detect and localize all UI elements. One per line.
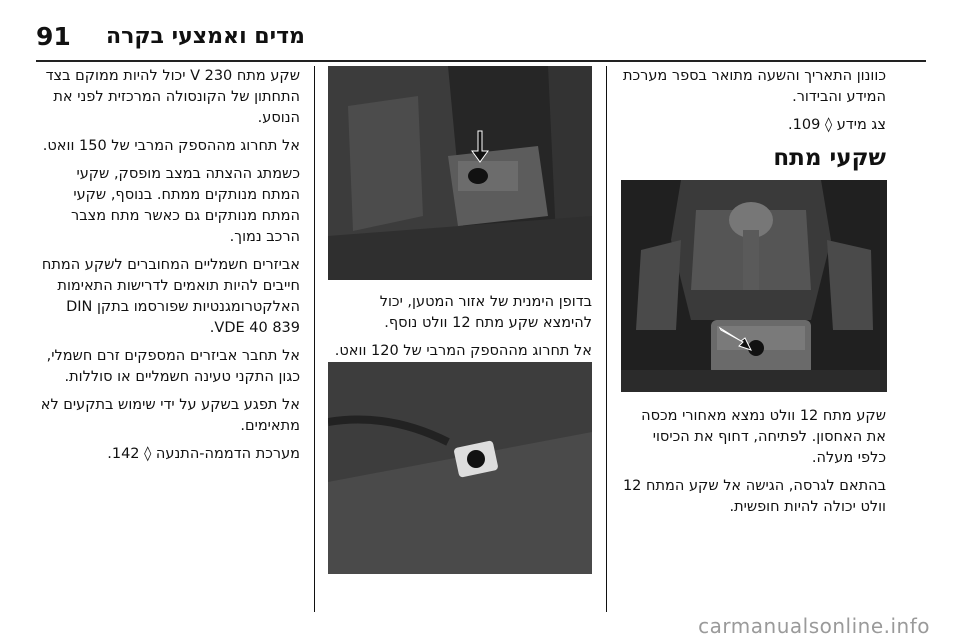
- paragraph: אל תחרוג מההספק המרבי של 150 וואט.: [42, 138, 300, 154]
- header-rule: [36, 60, 926, 62]
- left-column: [36, 66, 300, 472]
- page-number: 91: [36, 22, 71, 51]
- column-divider-left: [314, 66, 315, 612]
- paragraph: אל תפגע בשקע על ידי שימוש בתקעים לא מתאימים.: [40, 397, 300, 434]
- paragraph: אל תחבר אביזרים המספקים זרם חשמלי, כגון התקני טעינה חשמליים או סוללות.: [46, 348, 300, 385]
- caption-max-power-120: אל תחרוג מההספק המרבי של 120 וואט.: [334, 343, 592, 359]
- caption-access: בהתאם לגרסה, הגישה אל שקע המתח 12 וולט יכולה להיות חופשית.: [622, 478, 886, 515]
- page-header: [0, 0, 960, 64]
- paragraph: שקע מתח 230 V יכול להיות ממוקם בצד התחתון של הקונסולה המרכזית לפני את הנוסע.: [45, 68, 300, 126]
- section-heading: שקעי מתח: [773, 145, 886, 171]
- right-column-captions: [620, 406, 886, 525]
- paragraph-reference: צג מידע ◊ 109.: [788, 117, 886, 133]
- caption-load-area-socket: בדופן הימנית של אזור המטען, יכול להימצא שקע מתח 12 וולט נוסף.: [379, 294, 592, 331]
- paragraph: כוונון התאריך והשעה מתואר בספר מערכת המידע והבידור.: [622, 68, 886, 105]
- column-divider-right: [606, 66, 607, 612]
- watermark-text: carmanualsonline.info: [698, 614, 930, 638]
- paragraph: אביזרים חשמליים המחוברים לשקע המתח חייבים להיות תואמים לדרישות התאימות האלקטרומגנטיות שפורסמו בתקן DIN VDE 40 839.: [41, 257, 300, 336]
- paragraph-reference: מערכת הדממה-התנעה ◊ 142.: [107, 446, 300, 462]
- chapter-title: מדים ואמצעי בקרה: [106, 24, 305, 49]
- middle-column-captions: [328, 292, 592, 369]
- right-column: [620, 66, 886, 183]
- paragraph: כשמתג ההצתה במצב מופסק, שקעי המתח מנותקים ממתח. בנוסף, שקעי המתח מנותקים גם כאשר מתח מצבר הרכב נמוך.: [71, 166, 300, 245]
- load-area-socket-photo: [328, 362, 592, 574]
- load-area-overview-photo: [328, 66, 592, 280]
- caption-console-socket: שקע מתח 12 וולט נמצא מאחורי מכסה את האחסון. לפתיחה, דחוף את הכיסוי כלפי מעלה.: [641, 408, 886, 466]
- console-socket-photo: [621, 180, 887, 392]
